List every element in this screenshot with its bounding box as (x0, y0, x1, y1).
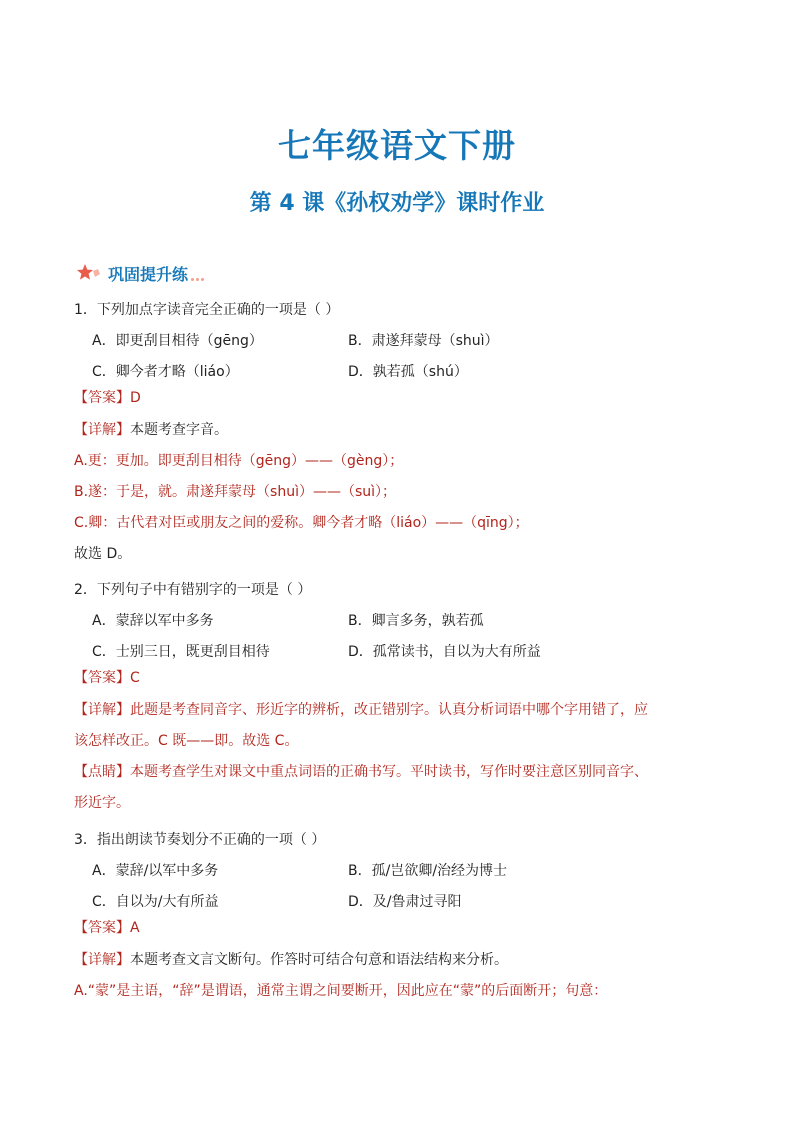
answer-value: D (130, 390, 141, 406)
question-1-answer (74, 388, 141, 408)
question-1-option-d: D．孰若孤（shú） (348, 364, 468, 380)
explain-text: 本题考查字音。 (130, 422, 228, 438)
answer-tag: 【答案】 (74, 670, 130, 686)
answer-tag: 【答案】 (74, 390, 130, 406)
question-3-option-b: B．孤/岂欲卿/治经为博士 (348, 863, 508, 879)
question-2-option-c: C．士别三日，既更刮目相待 (92, 644, 270, 660)
explain-text: 本题考查文言文断句。作答时可结合句意和语法结构来分析。 (130, 952, 508, 968)
question-2-explain (74, 700, 734, 720)
question-3-answer (74, 918, 140, 938)
question-1-option-c: C．卿今者才略（liáo） (92, 364, 239, 380)
question-1-explain-a: A.更：更加。即更刮目相待（gēng）——（gèng）； (74, 453, 404, 469)
question-2-answer (74, 668, 140, 688)
star-icon (76, 262, 102, 284)
note-tag: 【点睛】 (74, 764, 130, 780)
explain-text: 此题是考查同音字、形近字的辨析，改正错别字。认真分析词语中哪个字用错了，应 (130, 702, 648, 718)
question-3-option-d: D．及/鲁肃过寻阳 (348, 894, 462, 910)
answer-value: C (130, 670, 140, 686)
question-3-option-a: A．蒙辞/以军中多务 (92, 863, 219, 879)
question-3-explain-a: A.“蒙”是主语，“辞”是谓语，通常主谓之间要断开，因此应在“蒙”的后面断开；句意： (74, 983, 608, 999)
section-label: 巩固提升练 (108, 264, 189, 284)
question-2-option-a: A．蒙辞以军中多务 (92, 613, 214, 629)
question-2-option-b: B．卿言多务，孰若孤 (348, 613, 484, 629)
question-2-note-cont: 形近字。 (74, 795, 130, 811)
question-1-option-b: B．肃遂拜蒙母（shuì） (348, 333, 499, 349)
page-title: 七年级语文下册 (278, 126, 516, 165)
question-2-option-d: D．孤常读书，自以为大有所益 (348, 644, 541, 660)
explain-tag: 【详解】 (74, 422, 130, 438)
answer-value: A (130, 920, 140, 936)
page-subtitle: 第 4 课《孙权劝学》课时作业 (249, 191, 545, 216)
question-1-explain-c: C.卿：古代君对臣或朋友之间的爱称。卿今者才略（liáo）——（qīng）； (74, 515, 529, 531)
question-1-option-a: A．即更刮目相待（gēng） (92, 333, 263, 349)
question-1-stem: 1．下列加点字读音完全正确的一项是（ ） (74, 302, 340, 318)
answer-tag: 【答案】 (74, 920, 130, 936)
question-1-explain-b: B.遂：于是，就。肃遂拜蒙母（shuì）——（suì）； (74, 484, 397, 500)
question-1-explain (74, 420, 228, 440)
question-3-option-c: C．自以为/大有所益 (92, 894, 219, 910)
question-3-explain (74, 950, 508, 970)
question-3-stem: 3．指出朗读节奏划分不正确的一项（ ） (74, 832, 326, 848)
section-dots (191, 278, 204, 281)
explain-tag: 【详解】 (74, 952, 130, 968)
question-2-stem: 2．下列句子中有错别字的一项是（ ） (74, 582, 312, 598)
question-2-explain-cont: 该怎样改正。C 既——即。故选 C。 (74, 733, 299, 749)
section-header (76, 260, 204, 286)
note-text: 本题考查学生对课文中重点词语的正确书写。平时读书，写作时要注意区别同音字、 (130, 764, 648, 780)
question-2-note (74, 762, 734, 782)
explain-tag: 【详解】 (74, 702, 130, 718)
question-1-conclusion: 故选 D。 (74, 546, 132, 562)
